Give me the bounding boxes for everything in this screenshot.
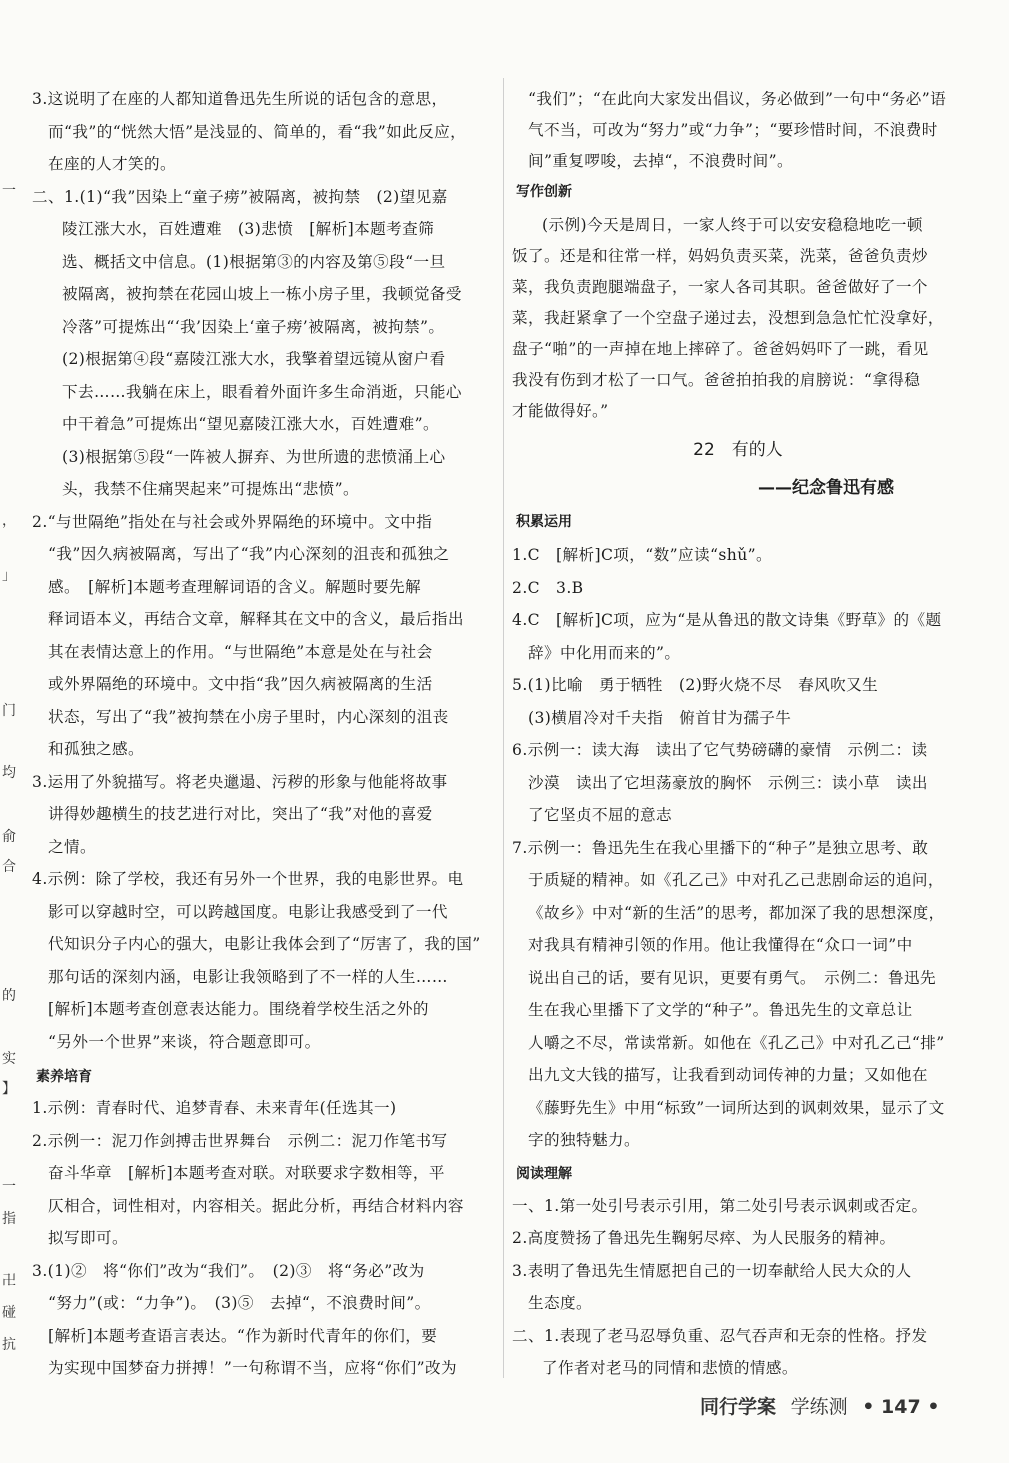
answer-line: 7.示例一：鲁迅先生在我心里播下的“种子”是独立思考、敢 xyxy=(512,839,929,857)
page-number: • 147 • xyxy=(862,1396,940,1418)
answer-line: (3)横眉冷对千夫指 俯首甘为孺子牛 xyxy=(528,709,792,727)
margin-glyph: 】 xyxy=(2,1081,16,1097)
answer-line: 中干着急”可提炼出“望见嘉陵江涨大水，百姓遭难”。 xyxy=(62,415,439,433)
answer-line: 出九文大钱的描写，让我看到动词传神的力量；又如他在 xyxy=(528,1066,928,1084)
answer-line: 3.这说明了在座的人都知道鲁迅先生所说的话包含的意思， xyxy=(32,90,448,108)
answer-line: 生态度。 xyxy=(528,1294,592,1312)
essay-line: 盘子“啪”的一声掉在地上摔碎了。爸爸妈妈吓了一跳，看见 xyxy=(512,340,929,358)
answer-line: 《故乡》中对“新的生活”的思考，都加深了我的思想深度， xyxy=(528,904,945,922)
section-heading-suyang: 素养培育 xyxy=(36,1069,92,1085)
answer-line: 二、1.表现了老马忍辱负重、忍气吞声和无奈的性格。抒发 xyxy=(512,1327,928,1345)
answer-line: 在座的人才笑的。 xyxy=(48,155,176,173)
answer-line: 下去……我躺在床上，眼看着外面许多生命消逝，只能心 xyxy=(62,383,462,401)
margin-glyph: 碰 xyxy=(2,1305,16,1321)
margin-glyph: 的 xyxy=(2,988,16,1004)
answer-line: 头，我禁不住痛哭起来”可提炼出“悲愤”。 xyxy=(62,480,360,498)
answer-line: 字的独特魅力。 xyxy=(528,1131,640,1149)
answer-line: 代知识分子内心的强大，电影让我体会到了“厉害了，我的国” xyxy=(48,935,481,953)
answer-line: 4.C [解析]C项，应为“是从鲁迅的散文诗集《野草》的《题 xyxy=(512,611,942,629)
answer-line: 对我具有精神引领的作用。他让我懂得在“众口一词”中 xyxy=(528,936,913,954)
answer-line: “另外一个世界”来谈，符合题意即可。 xyxy=(48,1033,321,1051)
margin-glyph: 一 xyxy=(2,183,16,199)
answer-line: 释词语本义，再结合文章，解释其在文中的含义，最后指出 xyxy=(48,610,464,628)
answer-line: 被隔离，被拘禁在花园山坡上一栋小房子里，我顿觉备受 xyxy=(62,285,462,303)
section-heading-xiezuo: 写作创新 xyxy=(516,184,572,200)
essay-line: 菜，我赶紧拿了一个空盘子递过去，没想到急急忙忙没拿好， xyxy=(512,309,944,327)
answer-line: 5.(1)比喻 勇于牺牲 (2)野火烧不尽 春风吹又生 xyxy=(512,676,879,694)
answer-line: 拟写即可。 xyxy=(48,1229,128,1247)
answer-line: 了它坚贞不屈的意志 xyxy=(528,806,672,824)
chapter-subtitle: ——纪念鲁迅有感 xyxy=(758,478,894,498)
margin-glyph: 俞 xyxy=(2,829,16,845)
essay-line: 才能做得好。” xyxy=(512,402,609,420)
answer-line: 那句话的深刻内涵，电影让我领略到了不一样的人生…… xyxy=(48,968,448,986)
answer-line: 6.示例一：读大海 读出了它气势磅礴的豪情 示例二：读 xyxy=(512,741,928,759)
essay-line: 我没有伤到才松了一口气。爸爸拍拍我的肩膀说：“拿得稳 xyxy=(512,371,921,389)
answer-line: 冷落”可提炼出“‘我’因染上‘童子痨’被隔离，被拘禁”。 xyxy=(62,318,445,336)
chapter-title: 22 有的人 xyxy=(693,440,783,460)
answer-line: 气不当，可改为“努力”或“力争”；“要珍惜时间，不浪费时 xyxy=(528,121,938,139)
margin-glyph: 卍 xyxy=(2,1273,16,1289)
footer-series: 学练测 xyxy=(790,1396,848,1418)
answer-line: 之情。 xyxy=(48,838,96,856)
answer-line: 仄相合，词性相对，内容相关。据此分析，再结合材料内容 xyxy=(48,1197,464,1215)
margin-glyph: 指 xyxy=(2,1211,16,1227)
footer-brand: 同行学案 xyxy=(700,1396,777,1418)
answer-line: 4.示例：除了学校，我还有另外一个世界，我的电影世界。电 xyxy=(32,870,464,888)
answer-line: 或外界隔绝的环境中。文中指“我”因久病被隔离的生活 xyxy=(48,675,433,693)
answer-line: 选、概括文中信息。(1)根据第③的内容及第⑤段“一旦 xyxy=(62,253,446,271)
answer-line: 2.示例一：泥刀作剑搏击世界舞台 示例二：泥刀作笔书写 xyxy=(32,1132,448,1150)
answer-line: 陵江涨大水，百姓遭难 (3)悲愤 [解析]本题考查筛 xyxy=(62,220,435,238)
section-heading-jilei: 积累运用 xyxy=(516,514,572,530)
answer-line: 间”重复啰唆，去掉“，不浪费时间”。 xyxy=(528,152,794,170)
answer-line: 为实现中国梦奋力拼搏！”一句称谓不当，应将“你们”改为 xyxy=(48,1359,457,1377)
answer-line: 状态，写出了“我”被拘禁在小房子里时，内心深刻的沮丧 xyxy=(48,708,449,726)
answer-line: “我”因久病被隔离，写出了“我”内心深刻的沮丧和孤独之 xyxy=(48,545,450,563)
answer-line: 2.C 3.B xyxy=(512,579,584,597)
answer-line: 奋斗华章 [解析]本题考查对联。对联要求字数相等，平 xyxy=(48,1164,445,1182)
essay-line: (示例)今天是周日，一家人终于可以安安稳稳地吃一顿 xyxy=(542,216,923,234)
answer-line: 讲得妙趣横生的技艺进行对比，突出了“我”对他的喜爱 xyxy=(48,805,433,823)
answer-line: 感。 [解析]本题考查理解词语的含义。解题时要先解 xyxy=(48,578,422,596)
answer-line: 生在我心里播下了文学的“种子”。鲁迅先生的文章总让 xyxy=(528,1001,913,1019)
margin-glyph: 」 xyxy=(2,568,16,584)
essay-line: 菜，我负责跑腿端盘子，一家人各司其职。爸爸做好了一个 xyxy=(512,278,928,296)
answer-line: 1.示例：青春时代、追梦青春、未来青年(任选其一) xyxy=(32,1099,397,1117)
answer-line: 1.C [解析]C项，“数”应读“shǔ”。 xyxy=(512,546,773,564)
page-footer xyxy=(700,1392,960,1419)
column-divider xyxy=(503,78,504,1378)
essay-line: 饭了。还是和往常一样，妈妈负责买菜，洗菜，爸爸负责炒 xyxy=(512,247,928,265)
margin-glyph: 门 xyxy=(2,703,16,719)
answer-line: 2.高度赞扬了鲁迅先生鞠躬尽瘁、为人民服务的精神。 xyxy=(512,1229,896,1247)
answer-line: [解析]本题考查创意表达能力。围绕着学校生活之外的 xyxy=(48,1000,429,1018)
answer-line: 了作者对老马的同情和悲愤的情感。 xyxy=(542,1359,798,1377)
answer-line: 2.“与世隔绝”指处在与社会或外界隔绝的环境中。文中指 xyxy=(32,513,433,531)
margin-glyph: 均 xyxy=(2,765,16,781)
answer-line: 《藤野先生》中用“标致”一词所达到的讽刺效果，显示了文 xyxy=(528,1099,945,1117)
section-heading-yuedu: 阅读理解 xyxy=(516,1166,572,1182)
answer-line: 沙漠 读出了它坦荡豪放的胸怀 示例三：读小草 读出 xyxy=(528,774,928,792)
answer-line: 于质疑的精神。如《孔乙己》中对孔乙己悲剧命运的追问， xyxy=(528,871,944,889)
margin-glyph: 合 xyxy=(2,859,16,875)
answer-line: (3)根据第⑤段“一阵被人摒弃、为世所遗的悲愤涌上心 xyxy=(62,448,446,466)
answer-line: 人嚼之不尽，常读常新。如他在《孔乙己》中对孔乙己“排” xyxy=(528,1034,945,1052)
answer-line: 二、1.(1)“我”因染上“童子痨”被隔离，被拘禁 (2)望见嘉 xyxy=(32,188,448,206)
answer-line: 辞》中化用而来的”。 xyxy=(528,644,681,662)
answer-line: 3.表明了鲁迅先生情愿把自己的一切奉献给人民大众的人 xyxy=(512,1262,912,1280)
margin-glyph: 一 xyxy=(2,1179,16,1195)
answer-line: (2)根据第④段“嘉陵江涨大水，我擎着望远镜从窗户看 xyxy=(62,350,446,368)
answer-line: 而“我”的“恍然大悟”是浅显的、简单的，看“我”如此反应， xyxy=(48,123,467,141)
answer-line: 3.运用了外貌描写。将老央邋遢、污秽的形象与他能将故事 xyxy=(32,773,448,791)
margin-glyph: 抗 xyxy=(2,1337,16,1353)
answer-line: 说出自己的话，要有见识，更要有勇气。 示例二：鲁迅先 xyxy=(528,969,937,987)
answer-line: 影可以穿越时空，可以跨越国度。电影让我感受到了一代 xyxy=(48,903,448,921)
answer-line: 一、1.第一处引号表示引用，第二处引号表示讽刺或否定。 xyxy=(512,1197,928,1215)
answer-line: [解析]本题考查语言表达。“作为新时代青年的你们，要 xyxy=(48,1327,438,1345)
answer-line: “努力”(或：“力争”)。 (3)⑤ 去掉“，不浪费时间”。 xyxy=(48,1294,431,1312)
answer-line: 3.(1)② 将“你们”改为“我们”。 (2)③ 将“务必”改为 xyxy=(32,1262,425,1280)
answer-line: “我们”；“在此向大家发出倡议，务必做到”一句中“务必”语 xyxy=(528,90,947,108)
answer-line: 和孤独之感。 xyxy=(48,740,144,758)
answer-line: 其在表情达意上的作用。“与世隔绝”本意是处在与社会 xyxy=(48,643,433,661)
margin-glyph: 实 xyxy=(2,1051,16,1067)
margin-glyph: ， xyxy=(2,513,16,529)
